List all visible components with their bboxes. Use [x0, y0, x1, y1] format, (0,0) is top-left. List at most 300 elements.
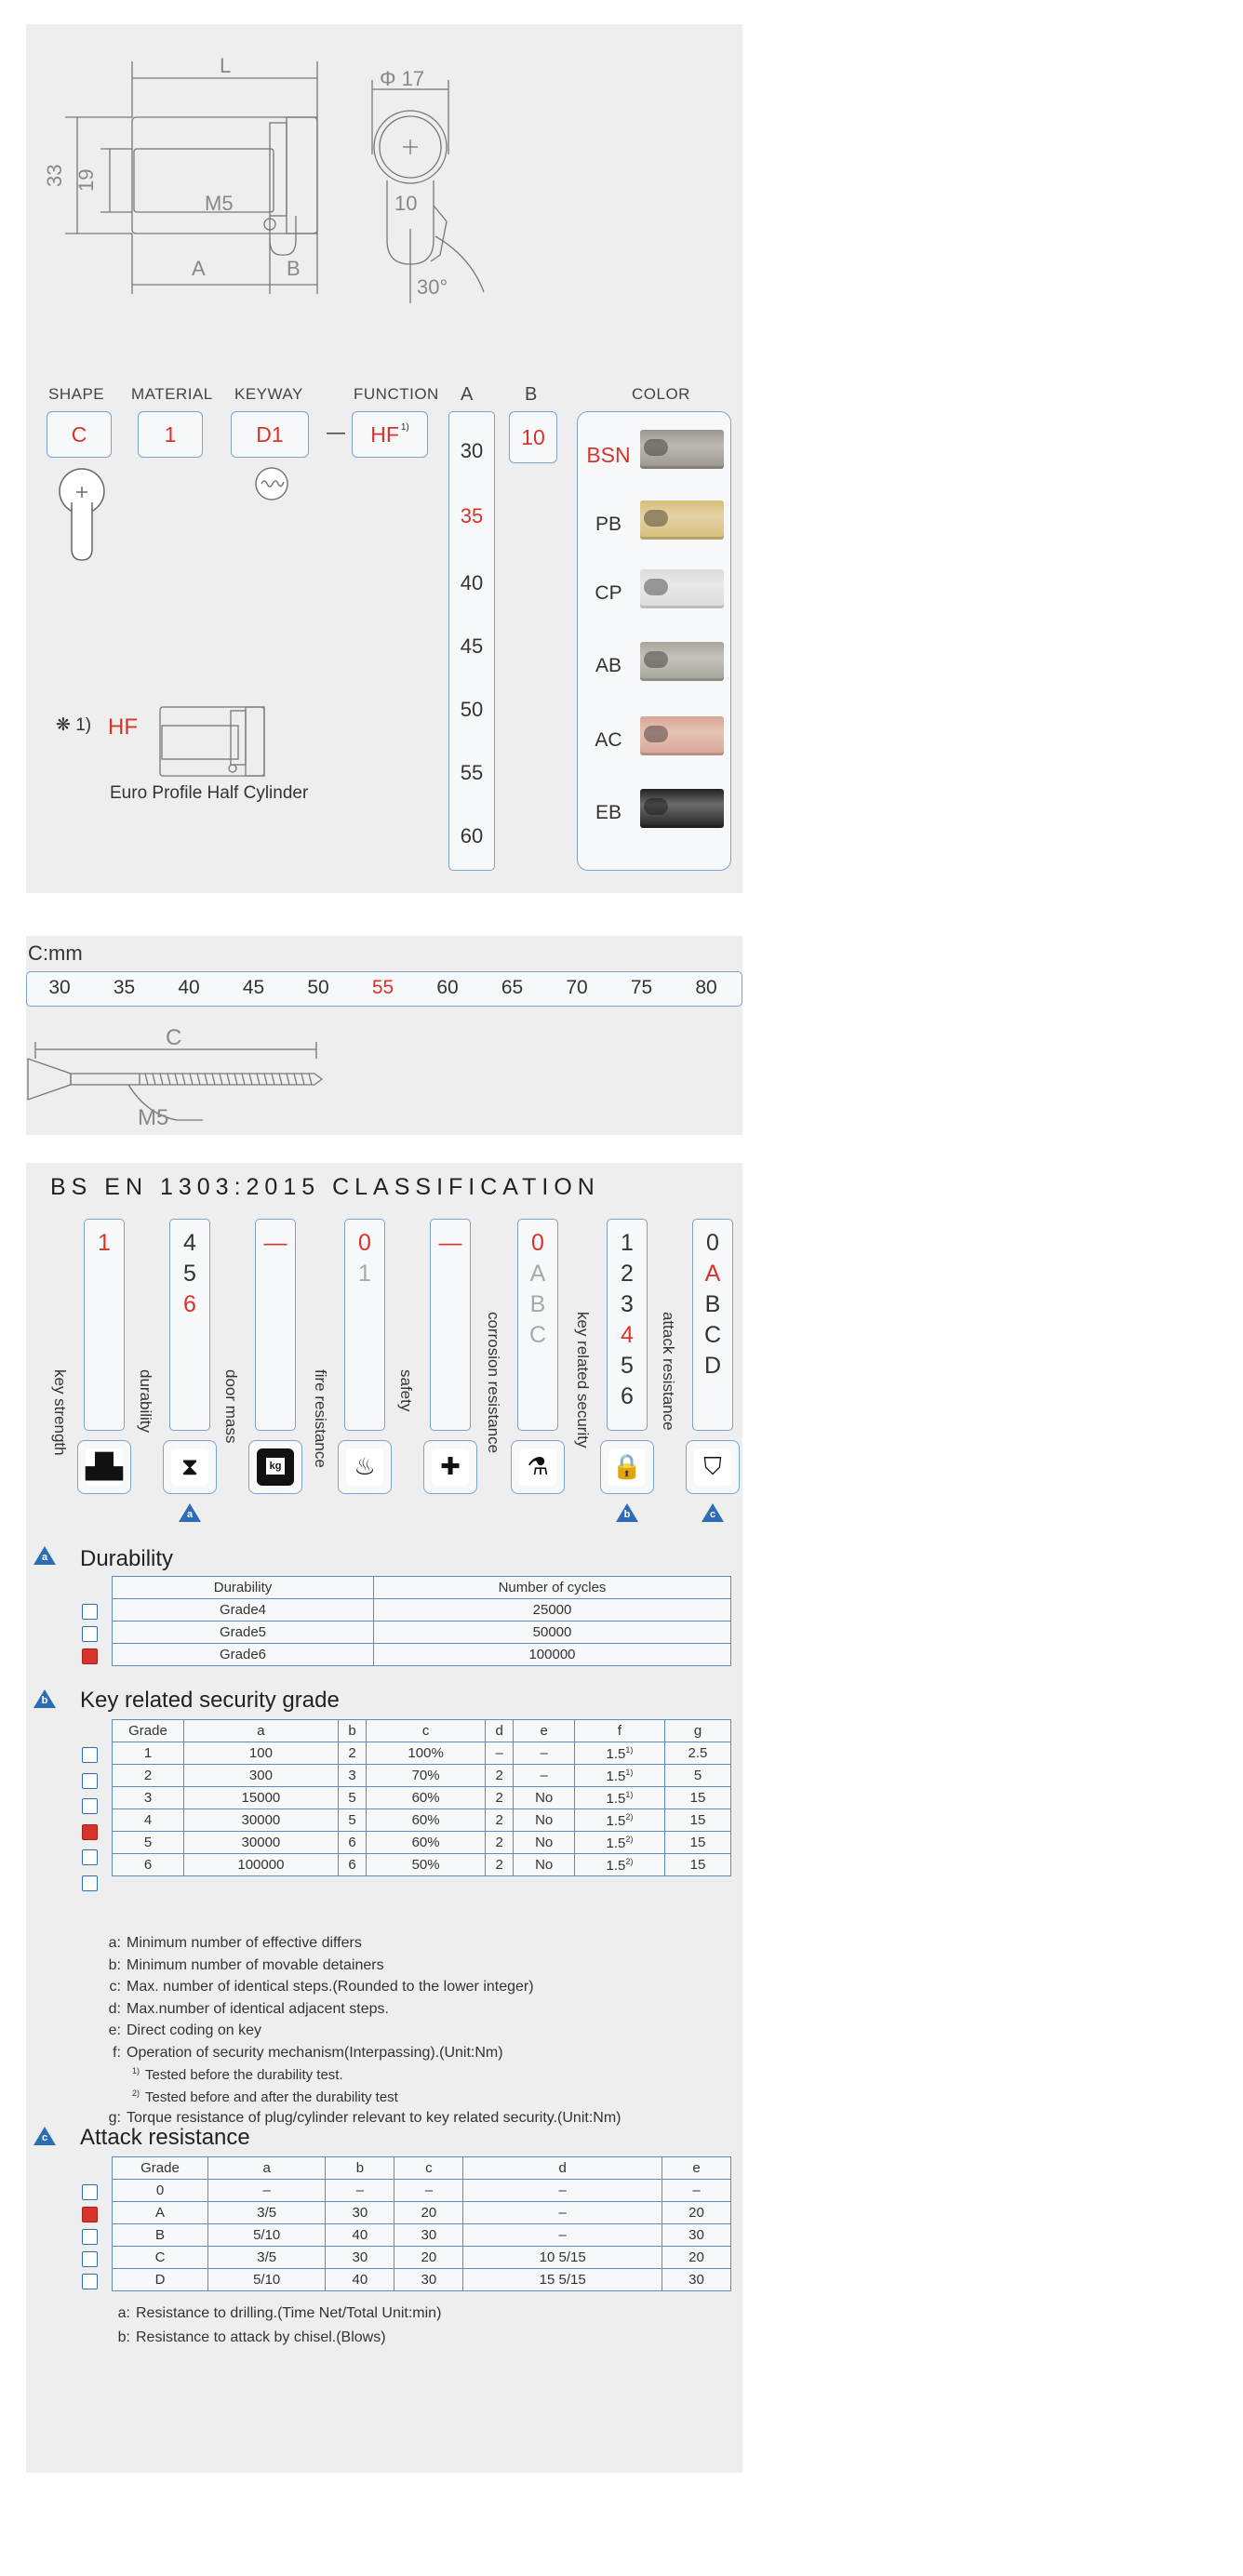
- note-key: 1): [131, 2066, 140, 2075]
- hourglass-icon-glyph: [171, 1448, 208, 1486]
- classification-label: attack resistance: [660, 1312, 677, 1431]
- dim-m5-label: M5: [205, 192, 234, 215]
- table-row: [113, 2180, 731, 2202]
- classification-badge-label: b: [623, 1509, 631, 1520]
- color-swatch-icon: [640, 430, 724, 469]
- function-header: FUNCTION: [354, 385, 439, 403]
- key-security-cell-text: 1.5: [606, 1768, 626, 1784]
- classification-value: 1: [98, 1230, 111, 1256]
- key-security-cell: [367, 1809, 486, 1832]
- key-security-cell: [113, 1854, 184, 1876]
- lock-icon-glyph: [608, 1448, 646, 1486]
- attack-cell: 40: [326, 2269, 394, 2291]
- key-security-cell: [514, 1765, 575, 1787]
- note-key: a:: [108, 1935, 121, 1951]
- key-tip-icon: [644, 579, 668, 595]
- key-security-col-header: c: [367, 1720, 486, 1742]
- key-security-note: [100, 2022, 261, 2039]
- key-security-cell-text: 300: [248, 1768, 273, 1783]
- color-code: EB: [595, 802, 622, 823]
- classification-value: 0: [531, 1230, 544, 1256]
- key-security-cell: [338, 1787, 366, 1809]
- attack-checkbox[interactable]: [82, 2207, 98, 2222]
- key-security-cell: [338, 1832, 366, 1854]
- key-security-cell-text: 1.5: [606, 1835, 626, 1851]
- key-security-cell-text: 30000: [241, 1835, 281, 1850]
- key-security-cell: [184, 1787, 339, 1809]
- key-security-table: [112, 1719, 731, 1876]
- footnote-description: Euro Profile Half Cylinder: [110, 783, 309, 803]
- dim-phi-label: Φ 17: [380, 67, 425, 90]
- key-security-cell-text: 5: [348, 1790, 356, 1806]
- key-security-col-header: f: [574, 1720, 664, 1742]
- key-security-cell-text: 15000: [241, 1790, 281, 1806]
- fire-icon-glyph: [346, 1448, 383, 1486]
- screw-length-option: 35: [113, 977, 136, 998]
- key-security-cell-text: 3: [348, 1768, 356, 1783]
- key-security-note: [119, 2089, 398, 2105]
- shield-icon: [686, 1440, 740, 1494]
- classification-value: 4: [183, 1230, 196, 1256]
- key-security-cell-text: 30000: [241, 1812, 281, 1828]
- key-security-cell-text: 15: [689, 1835, 706, 1850]
- footnote-code: HF: [108, 714, 138, 740]
- screw-length-option: 50: [307, 977, 329, 998]
- key-security-cell: [113, 1832, 184, 1854]
- attack-cell: 30: [326, 2247, 394, 2269]
- function-dash: —: [327, 422, 345, 443]
- durability-cycles-cell: 100000: [374, 1644, 731, 1666]
- dim-33-label: 33: [43, 164, 66, 187]
- key-security-checkbox[interactable]: [82, 1824, 98, 1840]
- key-security-cell: [514, 1787, 575, 1809]
- screw-length-option: 75: [630, 977, 653, 998]
- key-security-cell-text: 4: [143, 1812, 153, 1828]
- key-security-cell-text: 5: [143, 1835, 153, 1850]
- key-security-cell: [184, 1832, 339, 1854]
- attack-note: [110, 2305, 441, 2322]
- attack-col-header: c: [394, 2157, 463, 2180]
- durability-checkbox[interactable]: [82, 1626, 98, 1642]
- table-row: [113, 1854, 731, 1876]
- durability-checkbox[interactable]: [82, 1648, 98, 1664]
- note-text: Resistance to drilling.(Time Net/Total Unit:min): [136, 2305, 442, 2321]
- corrosion-icon: [511, 1440, 565, 1494]
- durability-checkbox[interactable]: [82, 1604, 98, 1620]
- attack-cell: 30: [394, 2224, 463, 2247]
- classification-value: D: [703, 1353, 722, 1379]
- key-security-cell: [664, 1765, 730, 1787]
- key-security-note: [100, 1979, 534, 1995]
- key-security-cell-text: 6: [348, 1835, 356, 1850]
- key-security-cell-text: 15: [689, 1857, 706, 1873]
- attack-note: [110, 2329, 386, 2346]
- key-security-cell-text: No: [535, 1857, 554, 1873]
- key-security-cell: [184, 1765, 339, 1787]
- key-security-cell: [574, 1742, 664, 1765]
- classification-label: door mass: [222, 1369, 240, 1444]
- key-security-cell: [486, 1809, 514, 1832]
- key-security-cell-text: 1.5: [606, 1790, 626, 1807]
- shield-icon-symbol: ⛉: [703, 1453, 722, 1481]
- key-security-fnote: 2): [625, 1856, 634, 1866]
- attack-checkbox[interactable]: [82, 2274, 98, 2289]
- classification-value: 4: [621, 1322, 634, 1348]
- key-security-cell: [574, 1765, 664, 1787]
- attack-cell: 3/5: [208, 2247, 326, 2269]
- key-security-cell-text: 2: [143, 1768, 153, 1783]
- material-header: MATERIAL: [131, 385, 213, 403]
- table-row: [113, 2224, 731, 2247]
- classification-value: —: [438, 1230, 462, 1256]
- fire-icon-symbol: ♨: [354, 1453, 376, 1481]
- half-cylinder-drawing: [156, 688, 277, 781]
- classification-value: 1: [358, 1261, 371, 1287]
- a-length-option: 50: [460, 698, 484, 721]
- key-security-cell-text: 2: [348, 1745, 356, 1761]
- attack-cell: 30: [662, 2269, 730, 2291]
- key-security-cell: [574, 1787, 664, 1809]
- key-security-cell: [486, 1765, 514, 1787]
- classification-value: A: [704, 1261, 721, 1287]
- screw-length-option: 80: [695, 977, 717, 998]
- durability-col-header: Number of cycles: [374, 1577, 731, 1599]
- key-security-cell-text: 2: [495, 1768, 503, 1783]
- screw-length-option: 65: [501, 977, 524, 998]
- key-security-cell: [664, 1854, 730, 1876]
- table-row: [113, 1832, 731, 1854]
- attack-cell: –: [463, 2180, 662, 2202]
- key-security-cell: [486, 1832, 514, 1854]
- screw-length-option: 70: [566, 977, 588, 998]
- classification-label: fire resistance: [312, 1369, 329, 1468]
- durability-table: [112, 1576, 731, 1666]
- attack-cell: 5/10: [208, 2269, 326, 2291]
- key-security-cell-text: 1.5: [606, 1812, 626, 1829]
- table-row: [113, 2269, 731, 2291]
- attack-cell: 40: [326, 2224, 394, 2247]
- key-security-checkbox[interactable]: [82, 1747, 98, 1763]
- attack-badge-label: c: [41, 2132, 48, 2143]
- key-security-checkbox[interactable]: [82, 1798, 98, 1814]
- note-text: Resistance to attack by chisel.(Blows): [136, 2329, 386, 2345]
- attack-cell: 20: [394, 2202, 463, 2224]
- table-row: [113, 1622, 731, 1644]
- keyway-icon: [253, 465, 290, 502]
- key-security-cell: [367, 1742, 486, 1765]
- note-key: e:: [108, 2022, 121, 2038]
- note-text: Direct coding on key: [127, 2022, 261, 2038]
- attack-cell: 30: [662, 2224, 730, 2247]
- key-security-col-header: g: [664, 1720, 730, 1742]
- shape-value: C: [71, 421, 87, 447]
- key-security-checkbox[interactable]: [82, 1875, 98, 1891]
- color-code: BSN: [586, 443, 631, 467]
- key-security-fnote: 1): [625, 1789, 634, 1799]
- key-security-note: [100, 1957, 384, 1974]
- key-security-title: Key related security grade: [80, 1688, 340, 1713]
- key-security-cell: [367, 1854, 486, 1876]
- screw-length-option: 40: [178, 977, 200, 998]
- hourglass-icon-symbol: ⧗: [180, 1453, 199, 1481]
- key-security-cell-text: –: [540, 1768, 548, 1783]
- material-value: 1: [164, 421, 177, 447]
- classification-label: corrosion resistance: [485, 1312, 502, 1454]
- key-security-cell-text: 2.5: [688, 1745, 708, 1761]
- key-security-cell: [514, 1854, 575, 1876]
- attack-cell: –: [326, 2180, 394, 2202]
- table-row: [113, 2202, 731, 2224]
- key-security-cell-text: 1.5: [606, 1745, 626, 1762]
- key-security-cell-text: 100%: [408, 1745, 444, 1761]
- hourglass-icon: [163, 1440, 217, 1494]
- table-row: [113, 1742, 731, 1765]
- screw-length-option: 30: [48, 977, 71, 998]
- key-security-cell: [184, 1854, 339, 1876]
- key-security-cell: [367, 1765, 486, 1787]
- classification-title: BS EN 1303:2015 CLASSIFICATION: [50, 1174, 600, 1200]
- attack-table: [112, 2156, 731, 2291]
- screw-m5-label: M5: [138, 1105, 169, 1130]
- attack-cell: –: [208, 2180, 326, 2202]
- note-key: d:: [108, 2000, 121, 2017]
- note-text: Torque resistance of plug/cylinder relevant to key related security.(Unit:Nm): [127, 2110, 622, 2126]
- key-security-cell-text: 6: [348, 1857, 356, 1873]
- fire-icon: [338, 1440, 392, 1494]
- key-security-cell-text: No: [535, 1812, 554, 1828]
- key-tip-icon: [644, 510, 668, 527]
- attack-checkbox[interactable]: [82, 2184, 98, 2200]
- classification-value: 1: [621, 1230, 634, 1256]
- a-length-option: 40: [460, 571, 484, 594]
- a-length-option: 30: [460, 439, 484, 462]
- key-security-cell-text: 15: [689, 1790, 706, 1806]
- durability-title: Durability: [80, 1546, 174, 1571]
- dim-l-label: L: [220, 54, 232, 77]
- key-security-cell: [574, 1809, 664, 1832]
- key-security-cell-text: 5: [693, 1768, 702, 1783]
- shape-header: SHAPE: [48, 385, 105, 403]
- footnote-mark: ❋ 1): [56, 715, 92, 735]
- key-security-cell-text: 70%: [411, 1768, 440, 1783]
- key-security-cell-text: 6: [143, 1857, 153, 1873]
- classification-value: —: [263, 1230, 287, 1256]
- a-length-option: 55: [460, 761, 484, 784]
- note-text: Tested before the durability test.: [145, 2067, 343, 2083]
- corrosion-icon-glyph: [519, 1448, 556, 1486]
- key-tip-icon: [644, 439, 668, 456]
- attack-cell: 30: [326, 2202, 394, 2224]
- cross-icon-symbol: ✚: [440, 1453, 461, 1481]
- key-security-cell-text: No: [535, 1835, 554, 1850]
- attack-cell: 5/10: [208, 2224, 326, 2247]
- key-security-note: [100, 2001, 389, 2018]
- note-text: Minimum number of effective differs: [127, 1935, 362, 1951]
- classification-value: 2: [621, 1261, 634, 1287]
- screw-panel: [26, 936, 742, 1135]
- dim-19-label: 19: [74, 168, 98, 192]
- key-security-cell: [113, 1742, 184, 1765]
- key-tip-icon: [644, 798, 668, 815]
- attack-cell: 30: [394, 2269, 463, 2291]
- attack-cell: C: [113, 2247, 208, 2269]
- keyway-value: D1: [256, 421, 284, 447]
- key-security-cell: [574, 1832, 664, 1854]
- kg-icon-label: kg: [266, 1458, 285, 1475]
- classification-value: 0: [706, 1230, 719, 1256]
- attack-cell: 10 5/15: [463, 2247, 662, 2269]
- dim-30deg-label: 30°: [417, 275, 448, 299]
- key-security-fnote: 2): [625, 1811, 634, 1822]
- color-code: AC: [595, 729, 622, 751]
- key-security-note: [100, 2045, 503, 2062]
- table-row: [113, 1599, 731, 1622]
- attack-cell: –: [463, 2224, 662, 2247]
- key-security-cell-text: 2: [495, 1790, 503, 1806]
- classification-label: durability: [137, 1369, 154, 1434]
- key-security-checkbox[interactable]: [82, 1773, 98, 1789]
- lock-icon: [600, 1440, 654, 1494]
- factory-icon-glyph: [86, 1448, 123, 1486]
- key-security-cell: [486, 1742, 514, 1765]
- key-security-cell: [486, 1854, 514, 1876]
- attack-cell: 20: [394, 2247, 463, 2269]
- note-text: Operation of security mechanism(Interpassing).(Unit:Nm): [127, 2044, 503, 2061]
- table-row: [113, 1644, 731, 1666]
- screw-length-option: 45: [242, 977, 265, 998]
- classification-value: 6: [183, 1291, 196, 1317]
- classification-value: 6: [621, 1383, 634, 1409]
- attack-checkbox[interactable]: [82, 2229, 98, 2245]
- function-value: HF: [370, 421, 399, 447]
- factory-icon-symbol: ▟▙: [86, 1453, 123, 1481]
- key-security-cell-text: 100000: [237, 1857, 285, 1873]
- key-security-cell-text: 2: [495, 1857, 503, 1873]
- attack-cell: 20: [662, 2247, 730, 2269]
- key-security-cell: [486, 1787, 514, 1809]
- key-security-col-header: d: [486, 1720, 514, 1742]
- color-swatch-icon: [640, 789, 724, 828]
- key-security-fnote: 2): [625, 1834, 634, 1844]
- material-value-box: [138, 411, 203, 458]
- classification-badge-label: c: [709, 1509, 716, 1520]
- screw-length-option: 60: [436, 977, 459, 998]
- key-security-cell: [338, 1742, 366, 1765]
- a-length-option: 45: [460, 634, 484, 658]
- classification-value: A: [529, 1261, 546, 1287]
- key-security-cell-text: 100: [248, 1745, 273, 1761]
- durability-cycles-cell: 25000: [374, 1599, 731, 1622]
- note-key: a:: [117, 2305, 130, 2321]
- table-row: [113, 1787, 731, 1809]
- note-key: b:: [108, 1956, 121, 1973]
- durability-col-header: Durability: [113, 1577, 374, 1599]
- key-security-fnote: 1): [625, 1744, 634, 1755]
- table-row: [113, 2247, 731, 2269]
- attack-cell: 20: [662, 2202, 730, 2224]
- classification-value: C: [528, 1322, 547, 1348]
- note-text: Tested before and after the durability test: [145, 2089, 398, 2105]
- keyway-value-box: [231, 411, 309, 458]
- classification-value: 3: [621, 1291, 634, 1317]
- attack-col-header: b: [326, 2157, 394, 2180]
- key-security-cell: [338, 1765, 366, 1787]
- kg-icon-glyph: [257, 1448, 294, 1486]
- key-security-col-header: e: [514, 1720, 575, 1742]
- classification-value: B: [529, 1291, 546, 1317]
- key-security-cell: [514, 1832, 575, 1854]
- function-value-box: [352, 411, 428, 458]
- attack-col-header: e: [662, 2157, 730, 2180]
- note-text: Max.number of identical adjacent steps.: [127, 2000, 389, 2017]
- key-security-col-header: b: [338, 1720, 366, 1742]
- classification-label: key related security: [574, 1312, 592, 1448]
- key-security-cell: [664, 1742, 730, 1765]
- color-swatch-icon: [640, 569, 724, 608]
- classification-value: 0: [358, 1230, 371, 1256]
- note-key: 2): [131, 2088, 140, 2098]
- key-security-cell: [514, 1742, 575, 1765]
- attack-cell: –: [463, 2202, 662, 2224]
- color-code: AB: [595, 655, 622, 676]
- corrosion-icon-symbol: ⚗: [527, 1453, 549, 1481]
- dim-b-label: B: [287, 257, 301, 280]
- key-security-cell: [113, 1787, 184, 1809]
- b-header: B: [525, 384, 538, 405]
- key-security-fnote: 1): [625, 1767, 634, 1777]
- note-key: f:: [113, 2044, 121, 2061]
- color-swatch-icon: [640, 716, 724, 755]
- key-security-cell: [113, 1809, 184, 1832]
- color-swatch-icon: [640, 501, 724, 540]
- table-row: [113, 1765, 731, 1787]
- key-security-cell: [574, 1854, 664, 1876]
- classification-label: key strength: [51, 1369, 69, 1456]
- spec-panel: [26, 24, 742, 893]
- key-security-badge-label: b: [41, 1695, 48, 1706]
- note-key: b:: [117, 2329, 130, 2345]
- attack-title: Attack resistance: [80, 2125, 250, 2150]
- key-security-cell-text: 50%: [411, 1857, 440, 1873]
- factory-icon: [77, 1440, 131, 1494]
- screw-length-option: 55: [371, 977, 394, 998]
- note-text: Minimum number of movable detainers: [127, 1956, 384, 1973]
- dim-a-label: A: [192, 257, 206, 280]
- key-security-checkbox[interactable]: [82, 1849, 98, 1865]
- key-security-cell: [113, 1765, 184, 1787]
- classification-value: C: [703, 1322, 722, 1348]
- screw-c-label: C: [166, 1025, 182, 1050]
- screw-unit-label: C:mm: [28, 941, 83, 965]
- attack-checkbox[interactable]: [82, 2251, 98, 2267]
- key-security-col-header: a: [184, 1720, 339, 1742]
- attack-cell: 3/5: [208, 2202, 326, 2224]
- function-note: 1): [400, 421, 409, 433]
- key-security-note: [119, 2066, 343, 2083]
- cross-icon-glyph: [432, 1448, 469, 1486]
- table-row: [113, 1809, 731, 1832]
- key-security-cell: [664, 1832, 730, 1854]
- classification-panel: [26, 1163, 742, 2473]
- key-security-cell: [514, 1809, 575, 1832]
- key-security-cell-text: –: [495, 1745, 503, 1761]
- color-code: CP: [595, 582, 622, 604]
- key-security-cell-text: 15: [689, 1812, 706, 1828]
- attack-cell: B: [113, 2224, 208, 2247]
- note-key: g:: [108, 2110, 121, 2126]
- classification-badge-label: a: [186, 1509, 194, 1520]
- key-security-cell: [338, 1854, 366, 1876]
